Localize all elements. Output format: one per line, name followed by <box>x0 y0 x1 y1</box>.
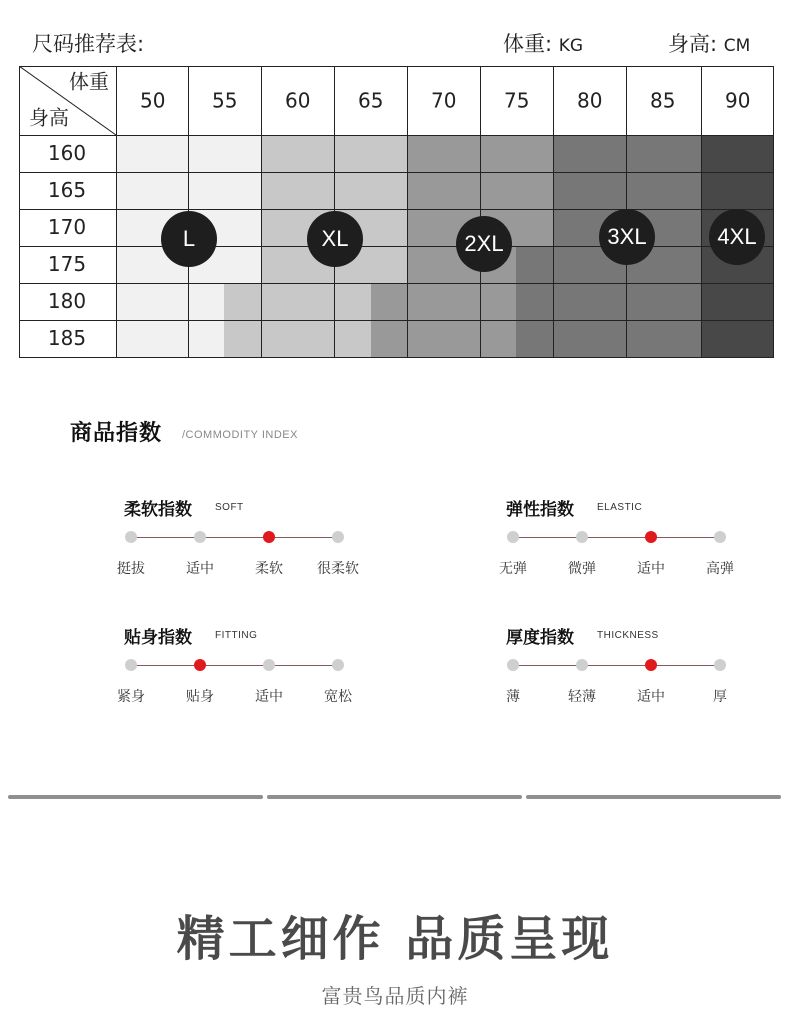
weight-unit-label <box>503 28 583 58</box>
size-chart-title: 尺码推荐表: <box>32 32 145 56</box>
height-row-label: 180 <box>47 289 87 313</box>
weight-header: 80 <box>577 88 603 113</box>
index-scale-line <box>513 665 720 666</box>
index-english-name: FITTING <box>215 630 258 641</box>
index-elastic <box>500 495 760 595</box>
slogan-subheading: 富贵鸟品质内裤 <box>321 984 469 1008</box>
size-badge-3xl: 3XL <box>599 209 655 265</box>
commodity-index-subtitle: /COMMODITY INDEX <box>182 429 298 441</box>
index-dot <box>332 531 344 543</box>
index-scale-line <box>131 537 338 538</box>
index-scale-label: 紧身 <box>117 689 145 705</box>
index-scale-label: 厚 <box>713 689 727 705</box>
index-scale-label: 适中 <box>255 689 283 705</box>
index-dot <box>507 531 519 543</box>
weight-header: 55 <box>212 88 238 113</box>
weight-header: 85 <box>650 88 676 113</box>
height-row-label: 185 <box>47 326 87 350</box>
index-scale-label: 高弹 <box>706 561 734 577</box>
index-scale-label: 适中 <box>637 689 665 705</box>
index-scale-label: 轻薄 <box>568 689 596 705</box>
divider-middle <box>267 795 522 799</box>
index-scale-label: 适中 <box>637 561 665 577</box>
index-scale-line <box>513 537 720 538</box>
index-scale-line <box>131 665 338 666</box>
weight-unit: KG <box>558 36 584 56</box>
commodity-index-title: 商品指数 <box>70 421 163 446</box>
height-row-label: 165 <box>47 178 87 202</box>
index-name: 贴身指数 <box>124 628 192 648</box>
index-english-name: SOFT <box>215 502 244 513</box>
index-dot <box>125 531 137 543</box>
index-dot-active <box>645 531 657 543</box>
index-scale-label: 宽松 <box>324 689 352 705</box>
index-fitting <box>118 623 378 723</box>
index-dot-active <box>645 659 657 671</box>
height-row-label: 170 <box>47 215 87 239</box>
index-name: 厚度指数 <box>506 628 574 648</box>
index-scale-label: 无弹 <box>499 561 527 577</box>
index-dot <box>332 659 344 671</box>
index-dot <box>125 659 137 671</box>
index-scale-label: 贴身 <box>186 689 214 705</box>
size-badge-xl: XL <box>307 211 363 267</box>
zone-3xl <box>516 246 553 283</box>
index-dot <box>263 659 275 671</box>
slogan-heading: 精工细作 品质呈现 <box>176 911 614 967</box>
size-badge-4xl: 4XL <box>709 209 765 265</box>
index-dot <box>576 531 588 543</box>
index-soft <box>118 495 378 595</box>
weight-header: 65 <box>358 88 384 113</box>
divider-right <box>526 795 781 799</box>
size-table-grid <box>19 66 774 358</box>
index-name: 柔软指数 <box>124 500 192 520</box>
index-scale-label: 微弹 <box>568 561 596 577</box>
index-scale-label: 柔软 <box>255 561 283 577</box>
index-scale-label: 挺拔 <box>117 561 145 577</box>
index-english-name: ELASTIC <box>597 502 643 513</box>
index-dot-active <box>194 659 206 671</box>
index-scale-label: 薄 <box>506 689 520 705</box>
index-dot <box>714 531 726 543</box>
height-unit: CM <box>723 36 751 56</box>
corner-weight-label: 体重 <box>69 69 109 94</box>
weight-label: 体重: <box>503 32 553 56</box>
height-label: 身高: <box>668 32 718 56</box>
index-scale-label: 适中 <box>186 561 214 577</box>
index-dot <box>576 659 588 671</box>
weight-header: 70 <box>431 88 457 113</box>
index-name: 弹性指数 <box>506 500 574 520</box>
index-thickness <box>500 623 760 723</box>
weight-header: 75 <box>504 88 530 113</box>
size-badge-2xl: 2XL <box>456 216 512 272</box>
index-dot <box>507 659 519 671</box>
index-dot-active <box>263 531 275 543</box>
weight-header: 90 <box>725 88 751 113</box>
corner-height-label: 身高 <box>29 105 69 130</box>
size-badge-l: L <box>161 211 217 267</box>
height-row-label: 175 <box>47 252 87 276</box>
size-table <box>19 66 774 358</box>
index-english-name: THICKNESS <box>597 630 659 641</box>
divider-left <box>8 795 263 799</box>
index-dot <box>714 659 726 671</box>
weight-header: 60 <box>285 88 311 113</box>
height-row-label: 160 <box>47 141 87 165</box>
index-dot <box>194 531 206 543</box>
height-unit-label <box>668 28 750 58</box>
index-scale-label: 很柔软 <box>317 561 359 577</box>
weight-header: 50 <box>140 88 166 113</box>
